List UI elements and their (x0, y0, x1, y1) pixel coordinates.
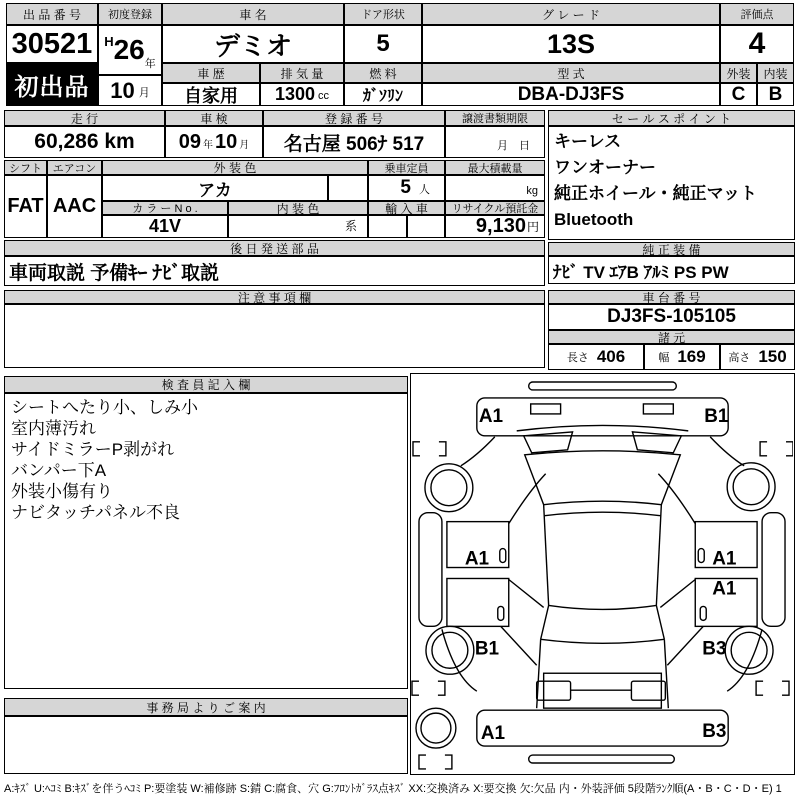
taillight-left (537, 681, 571, 700)
recycle-fee (445, 215, 545, 238)
sales-point: 純正ホイール・純正マット (554, 184, 757, 203)
first-reg-year (98, 25, 162, 75)
score-label: 評価点 (720, 3, 794, 25)
ac: AAC (47, 175, 102, 238)
roof-front-line (545, 512, 661, 515)
displacement-label: 排 気 量 (260, 63, 344, 83)
transfer-deadline: 月 日 (445, 126, 545, 158)
handle-front-left (500, 549, 506, 563)
bracket-rear-right (756, 681, 789, 695)
front-fender-right (710, 437, 744, 466)
wheel-front-right (727, 463, 775, 511)
sill-left (419, 513, 442, 627)
car-name: デミオ (162, 25, 344, 63)
mark-front-bumper-left: A1 (478, 405, 504, 427)
ext-color-label: 外 装 色 (102, 160, 368, 175)
car-name-label: 車 名 (162, 3, 344, 25)
door-shape-label: ドア形状 (344, 3, 422, 25)
length-value: 406 (596, 347, 626, 366)
spec-height (720, 344, 795, 370)
sill-right (762, 513, 785, 627)
windshield (525, 451, 681, 505)
bracket-bottom-left (419, 755, 452, 769)
roof-side-left (544, 505, 549, 606)
rear-pillar-lines (541, 605, 665, 639)
auction-no: 30521 (6, 25, 98, 63)
displacement (260, 83, 344, 106)
shift-label: シフト (4, 160, 47, 175)
mark-front-bumper-right: B1 (704, 405, 729, 427)
import-label: 輸 入 車 (368, 201, 445, 215)
era: H (104, 34, 114, 49)
cowl-line (517, 425, 689, 430)
inspection (165, 126, 263, 158)
front-bumper (477, 398, 728, 436)
wheel-front-left-inner (431, 470, 467, 506)
insp-year-unit: 年 (203, 140, 213, 151)
inspector-note: シートへたり小、しみ小 (11, 398, 198, 417)
front-plate-bar (529, 382, 677, 390)
wiper-left (524, 432, 573, 453)
recycle-amount: 9,130 (475, 215, 526, 237)
chassis-no: DJ3FS-105105 (548, 304, 795, 330)
sales-points-title: セ ー ル ス ポ イ ン ト (548, 110, 795, 126)
cc-unit: cc (318, 90, 330, 102)
height-label: 高さ (728, 352, 751, 364)
spare-wheel-inner (421, 713, 451, 743)
spare-wheel (416, 708, 456, 748)
capacity-label: 乗車定員 (368, 160, 445, 175)
wheel-rear-left-inner (432, 632, 468, 668)
front-fender-left (461, 437, 495, 466)
mileage-label: 走 行 (4, 110, 165, 126)
capacity-value: 5 (400, 177, 411, 198)
c-pillar-right (660, 579, 703, 665)
interior-grade: B (757, 83, 794, 106)
sales-points-box (548, 126, 795, 240)
history-label: 車 歴 (162, 63, 260, 83)
insp-month: 10 (215, 130, 238, 153)
headlight-right (643, 404, 673, 414)
inspector-note: バンパー下A (11, 461, 107, 480)
caution-title: 注 意 事 項 欄 (4, 290, 545, 304)
inspector-note: 室内薄汚れ (11, 419, 96, 438)
caution-box (4, 304, 545, 368)
parts-title: 後 日 発 送 部 品 (4, 240, 545, 256)
recycle-unit: 円 (526, 220, 539, 234)
car-top-view (411, 374, 793, 773)
wiper-right (632, 432, 681, 453)
mark-rear-door-right: A1 (712, 578, 737, 600)
damage-legend: A:ｷｽﾞ U:ﾍｺﾐ B:ｷｽﾞを伴うﾍｺﾐ P:要塗装 W:補修跡 S:錆 C:腐食、穴 G:ﾌﾛﾝﾄｶﾞﾗｽ点ｷｽﾞ XX:交換済み X:要交換 欠:欠品 内・外装評価 5段階ﾗﾝｸ順(A・B・C・D・E) 1 (4, 783, 782, 795)
history: 自家用 (162, 83, 260, 106)
door-shape: 5 (344, 25, 422, 63)
ext-color: アカ (102, 175, 328, 201)
max-load-label: 最大積載量 (445, 160, 545, 175)
sales-point: キーレス (554, 132, 622, 151)
sales-point: ワンオーナー (554, 158, 656, 177)
spec-title: 諸 元 (548, 330, 795, 344)
ext-color-sub-cell (328, 175, 368, 201)
year: 26 (113, 34, 145, 65)
capacity (368, 175, 445, 201)
rear-plate-bar (529, 755, 675, 763)
bracket-front-left (413, 442, 446, 456)
rear-bumper (477, 710, 728, 746)
import-cell-1 (368, 215, 407, 238)
score: 4 (720, 25, 794, 63)
auction-no-label: 出 品 番 号 (6, 3, 98, 25)
month: 10 (110, 77, 135, 103)
roof-side-right (656, 505, 661, 606)
mark-front-door-left: A1 (464, 548, 490, 570)
width-value: 169 (677, 347, 706, 366)
c-pillar-left (501, 579, 544, 665)
insp-year: 09 (178, 130, 201, 153)
bracket-front-right (760, 442, 793, 456)
height-value: 150 (758, 347, 787, 366)
wheel-rear-right (725, 626, 773, 674)
grade-label: グ レ ー ド (422, 3, 720, 25)
int-color-label: 内 装 色 (228, 201, 368, 215)
equipment-title: 純 正 装 備 (548, 242, 795, 256)
length-label: 長さ (566, 352, 589, 364)
width-label: 幅 (658, 352, 670, 364)
inspection-label: 車 検 (165, 110, 263, 126)
damage-diagram (410, 373, 795, 775)
mark-front-door-right: A1 (712, 548, 737, 570)
a-pillar-left (509, 474, 546, 524)
registration-number: 名古屋 506ﾅ 517 (263, 126, 445, 158)
capacity-unit: 人 (419, 184, 430, 196)
color-no-label: カ ラ ー N o . (102, 201, 228, 215)
parts-value: 車両取説 予備ｷｰ ﾅﾋﾞ取説 (4, 256, 545, 286)
inspector-box (4, 393, 408, 689)
model-code: DBA-DJ3FS (422, 83, 720, 106)
recycle-label: リサイクル預託金 (445, 201, 545, 215)
mark-rear-bumper-right: B3 (702, 721, 727, 743)
int-color: 系 (228, 215, 368, 238)
shift: FAT (4, 175, 47, 238)
handle-rear-right (700, 606, 706, 620)
year-unit: 年 (144, 58, 156, 70)
spec-length (548, 344, 644, 370)
first-reg-month (98, 75, 162, 106)
exterior-grade: C (720, 83, 757, 106)
office-box (4, 716, 408, 774)
rear-window-top (549, 605, 657, 609)
mark-rear-fender-left: B1 (474, 638, 500, 660)
exterior-label: 外装 (720, 63, 757, 83)
taillight-right (631, 681, 665, 700)
sales-point: Bluetooth (554, 210, 634, 229)
bracket-rear-left (412, 681, 445, 695)
import-cell-2 (407, 215, 445, 238)
fuel: ｶﾞｿﾘﾝ (344, 83, 422, 106)
mark-rear-fender-right: B3 (702, 638, 727, 660)
rear-window-bottom (541, 639, 665, 643)
registration-label: 登 録 番 号 (263, 110, 445, 126)
handle-front-right (698, 549, 704, 563)
spec-width (644, 344, 720, 370)
inspector-note: ナビタッチパネル不良 (11, 503, 180, 522)
wheel-front-right-inner (733, 469, 769, 505)
inspector-title: 検 査 員 記 入 欄 (4, 376, 408, 393)
month-unit: 月 (138, 87, 150, 99)
insp-month-unit: 月 (239, 140, 250, 151)
transfer-deadline-label: 譲渡書類期限 (445, 110, 545, 126)
first-reg-label: 初度登録 (98, 3, 162, 25)
wheel-rear-right-inner (731, 632, 767, 668)
cc-value: 1300 (274, 84, 316, 104)
inspector-note: サイドミラーP剥がれ (11, 440, 175, 459)
max-load: kg (445, 175, 545, 201)
headlight-left (531, 404, 561, 414)
first-listing-badge: 初出品 (6, 63, 98, 106)
chassis-no-title: 車 台 番 号 (548, 290, 795, 304)
fuel-label: 燃 料 (344, 63, 422, 83)
grade: 13S (422, 25, 720, 63)
color-no: 41V (102, 215, 228, 238)
equipment: ﾅﾋﾞ TV ｴｱB ｱﾙﾐ PS PW (548, 256, 795, 284)
model-label: 型 式 (422, 63, 720, 83)
wheel-front-left (425, 464, 473, 512)
mark-rear-bumper-left: A1 (480, 723, 506, 745)
wheel-rear-left (426, 626, 474, 674)
inspector-note: 外装小傷有り (11, 482, 113, 501)
interior-label: 内装 (757, 63, 794, 83)
office-title: 事 務 局 よ り ご 案 内 (4, 698, 408, 716)
handle-rear-left (498, 606, 504, 620)
mileage: 60,286 km (4, 126, 165, 158)
ac-label: エアコン (47, 160, 102, 175)
door-rear-left (447, 578, 509, 626)
